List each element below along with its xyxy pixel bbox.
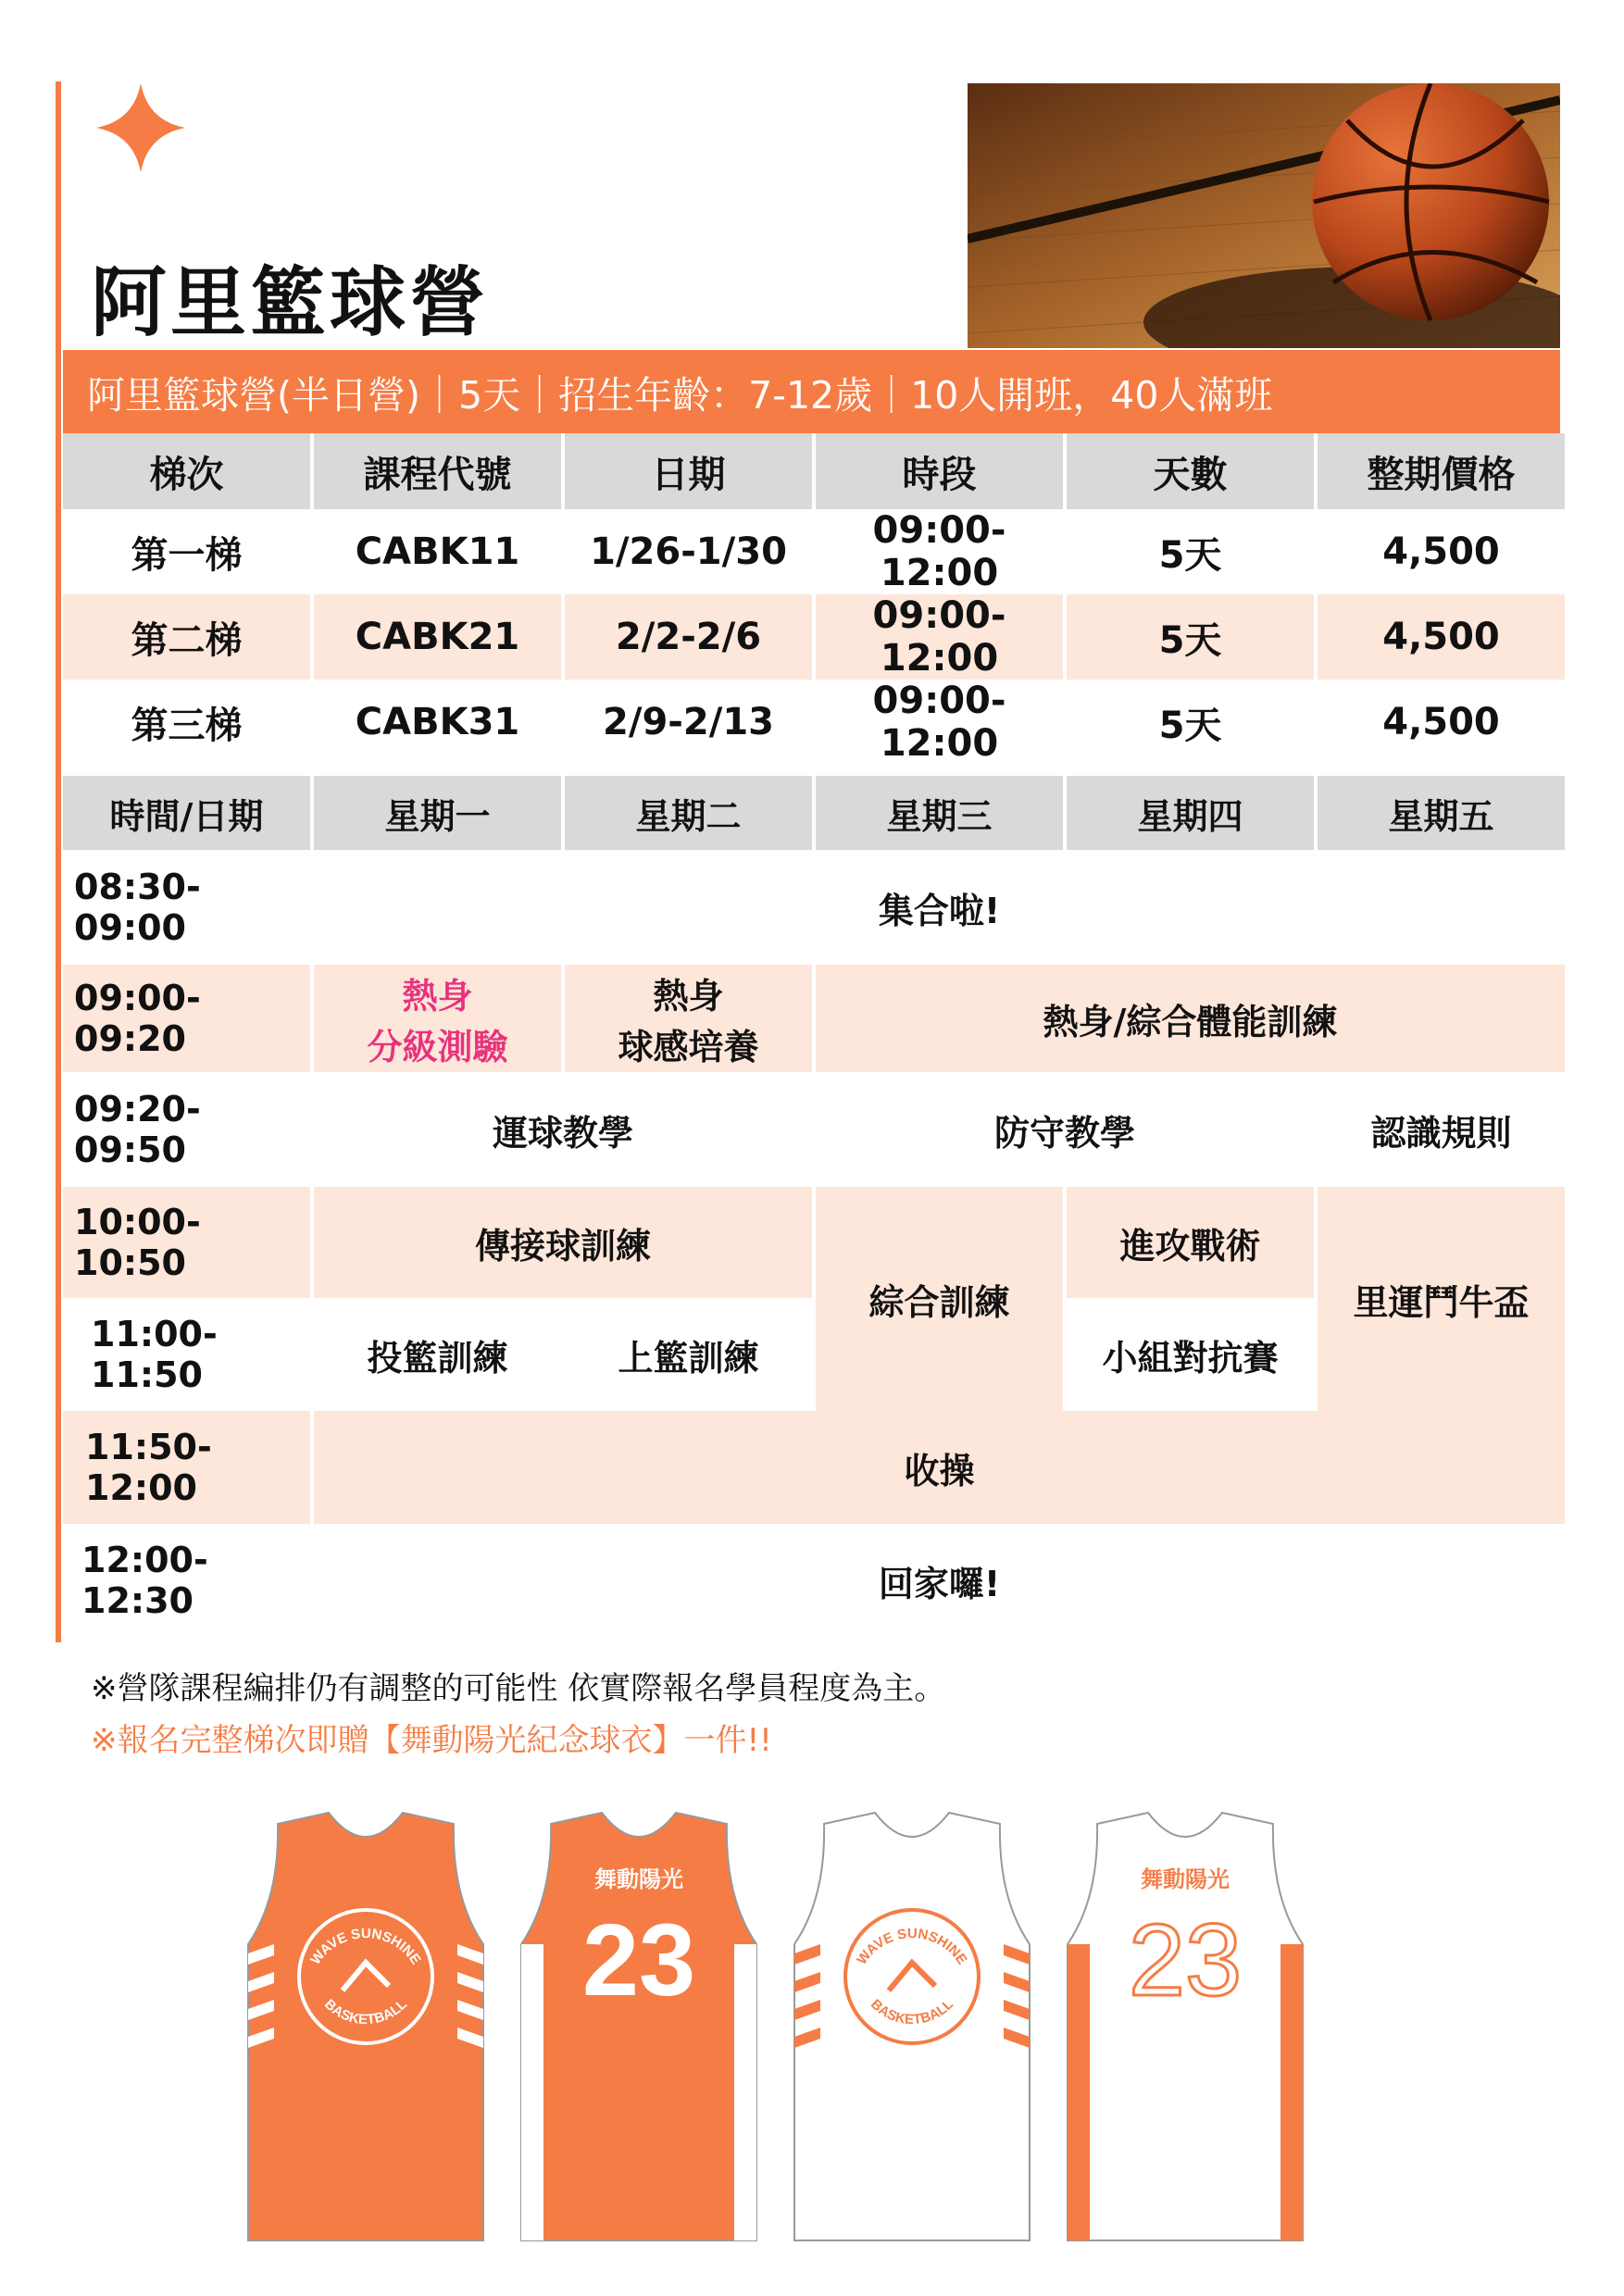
time-cell: 12:00-12:30 (81, 1540, 208, 1621)
days-cell: 5天 (1158, 533, 1222, 577)
orange-jersey-back (521, 1813, 756, 2240)
table-row (63, 1524, 1565, 1637)
table-row (63, 509, 1565, 594)
jersey-logo-bottom: BASKETBALL (867, 1996, 957, 2028)
table-row (63, 965, 1565, 1072)
monday-warmup-cell (314, 965, 561, 1072)
jersey-illustrations (241, 1805, 1324, 2250)
time-cell: 09:20-09:50 (74, 1089, 201, 1170)
jersey-logo-bottom: BASKETBALL (320, 1996, 411, 2028)
jersey-number: 23 (1128, 1903, 1243, 2017)
go-home-cell: 回家囉! (878, 1563, 1001, 1604)
header-tuesday: 星期二 (565, 776, 812, 850)
header-wednesday: 星期三 (816, 776, 1063, 850)
jersey-back-name: 舞動陽光 (594, 1866, 683, 1892)
white-jersey-back (1068, 1813, 1303, 2240)
header-thursday: 星期四 (1067, 776, 1314, 850)
shooting-cell: 投籃訓練 (367, 1337, 508, 1379)
jersey-logo-top: WAVE SUNSHINE (854, 1926, 970, 1968)
layup-cell: 上籃訓練 (618, 1337, 759, 1379)
jersey-logo-top: WAVE SUNSHINE (307, 1926, 424, 1968)
table-row (63, 1187, 1565, 1298)
header-price: 整期價格 (1318, 433, 1565, 509)
header-friday: 星期五 (1318, 776, 1565, 850)
ball-feel-line: 球感培養 (618, 1027, 759, 1067)
cup-cell: 里運鬥牛盃 (1318, 1187, 1565, 1411)
offense-cell: 進攻戰術 (1067, 1187, 1314, 1298)
time-slot-cell: 09:00-12:00 (872, 509, 1006, 594)
time-slot-cell: 09:00-12:00 (816, 594, 1063, 680)
diamond-icon (96, 83, 185, 172)
combined-training-cell: 綜合訓練 (816, 1187, 1063, 1411)
orange-jersey-front (248, 1813, 483, 2240)
jersey-back-name: 舞動陽光 (1141, 1866, 1230, 1892)
schedule-table (59, 776, 1568, 1637)
tuesday-warmup-cell (565, 965, 812, 1072)
date-cell: 2/2-2/6 (565, 594, 812, 680)
session-cell: 第一梯 (131, 533, 243, 577)
warmup-fitness-cell: 熱身/綜合體能訓練 (816, 965, 1565, 1072)
time-cell: 08:30-09:00 (74, 867, 201, 948)
session-cell: 第三梯 (131, 704, 243, 747)
page-title: 阿里籃球營 (91, 259, 490, 347)
scrimmage-cell: 小組對抗賽 (1102, 1337, 1279, 1379)
rules-cell: 認識規則 (1370, 1112, 1512, 1154)
days-cell: 5天 (1158, 704, 1222, 747)
basketball-photo (968, 83, 1560, 348)
days-cell: 5天 (1067, 594, 1314, 680)
header-course-code: 課程代號 (314, 433, 561, 509)
time-slot-cell: 09:00-12:00 (872, 680, 1006, 765)
time-cell: 11:50-12:00 (63, 1411, 310, 1524)
session-cell: 第二梯 (63, 594, 310, 680)
course-code-cell: CABK31 (355, 701, 520, 743)
gather-cell: 集合啦! (878, 890, 1001, 931)
course-code-cell: CABK11 (355, 530, 520, 573)
header-session: 梯次 (63, 433, 310, 509)
table-row (63, 850, 1565, 965)
course-code-cell: CABK21 (314, 594, 561, 680)
warmup-line: 熱身 (402, 976, 473, 1017)
schedule-note: ※營隊課程編排仍有調整的可能性 依實際報名學員程度為主。 (91, 1670, 946, 1707)
header-date: 日期 (565, 433, 812, 509)
table-row (63, 680, 1565, 765)
table-row (63, 1072, 1565, 1187)
time-cell: 09:00-09:20 (63, 965, 310, 1072)
price-cell: 4,500 (1382, 530, 1500, 573)
cooldown-cell: 收操 (314, 1411, 1565, 1524)
header-time-date: 時間/日期 (63, 776, 310, 850)
date-cell: 1/26-1/30 (590, 530, 787, 573)
white-jersey-front (794, 1813, 1030, 2240)
price-cell: 4,500 (1318, 594, 1565, 680)
time-cell: 10:00-10:50 (63, 1187, 310, 1298)
time-cell: 11:00-11:50 (91, 1314, 218, 1395)
price-cell: 4,500 (1382, 701, 1500, 743)
table-row (63, 594, 1565, 680)
dribble-cell: 運球教學 (492, 1112, 633, 1154)
jersey-number: 23 (581, 1903, 696, 2017)
passing-cell: 傳接球訓練 (314, 1187, 812, 1298)
table-row (63, 1411, 1565, 1524)
gift-note: ※報名完整梯次即贈【舞動陽光紀念球衣】一件!! (91, 1722, 772, 1759)
pricing-table (59, 433, 1568, 765)
level-test-line: 分級測驗 (367, 1027, 508, 1067)
header-time-slot: 時段 (816, 433, 1063, 509)
header-days: 天數 (1067, 433, 1314, 509)
schedule-header-row (63, 776, 1565, 850)
pricing-header-row (63, 433, 1565, 509)
header-monday: 星期一 (314, 776, 561, 850)
defense-cell: 防守教學 (993, 1112, 1135, 1154)
warmup-line: 熱身 (653, 976, 724, 1017)
date-cell: 2/9-2/13 (603, 701, 774, 743)
course-banner: 阿里籃球營(半日營)｜5天｜招生年齡：7-12歲｜10人開班，40人滿班 (63, 350, 1560, 433)
